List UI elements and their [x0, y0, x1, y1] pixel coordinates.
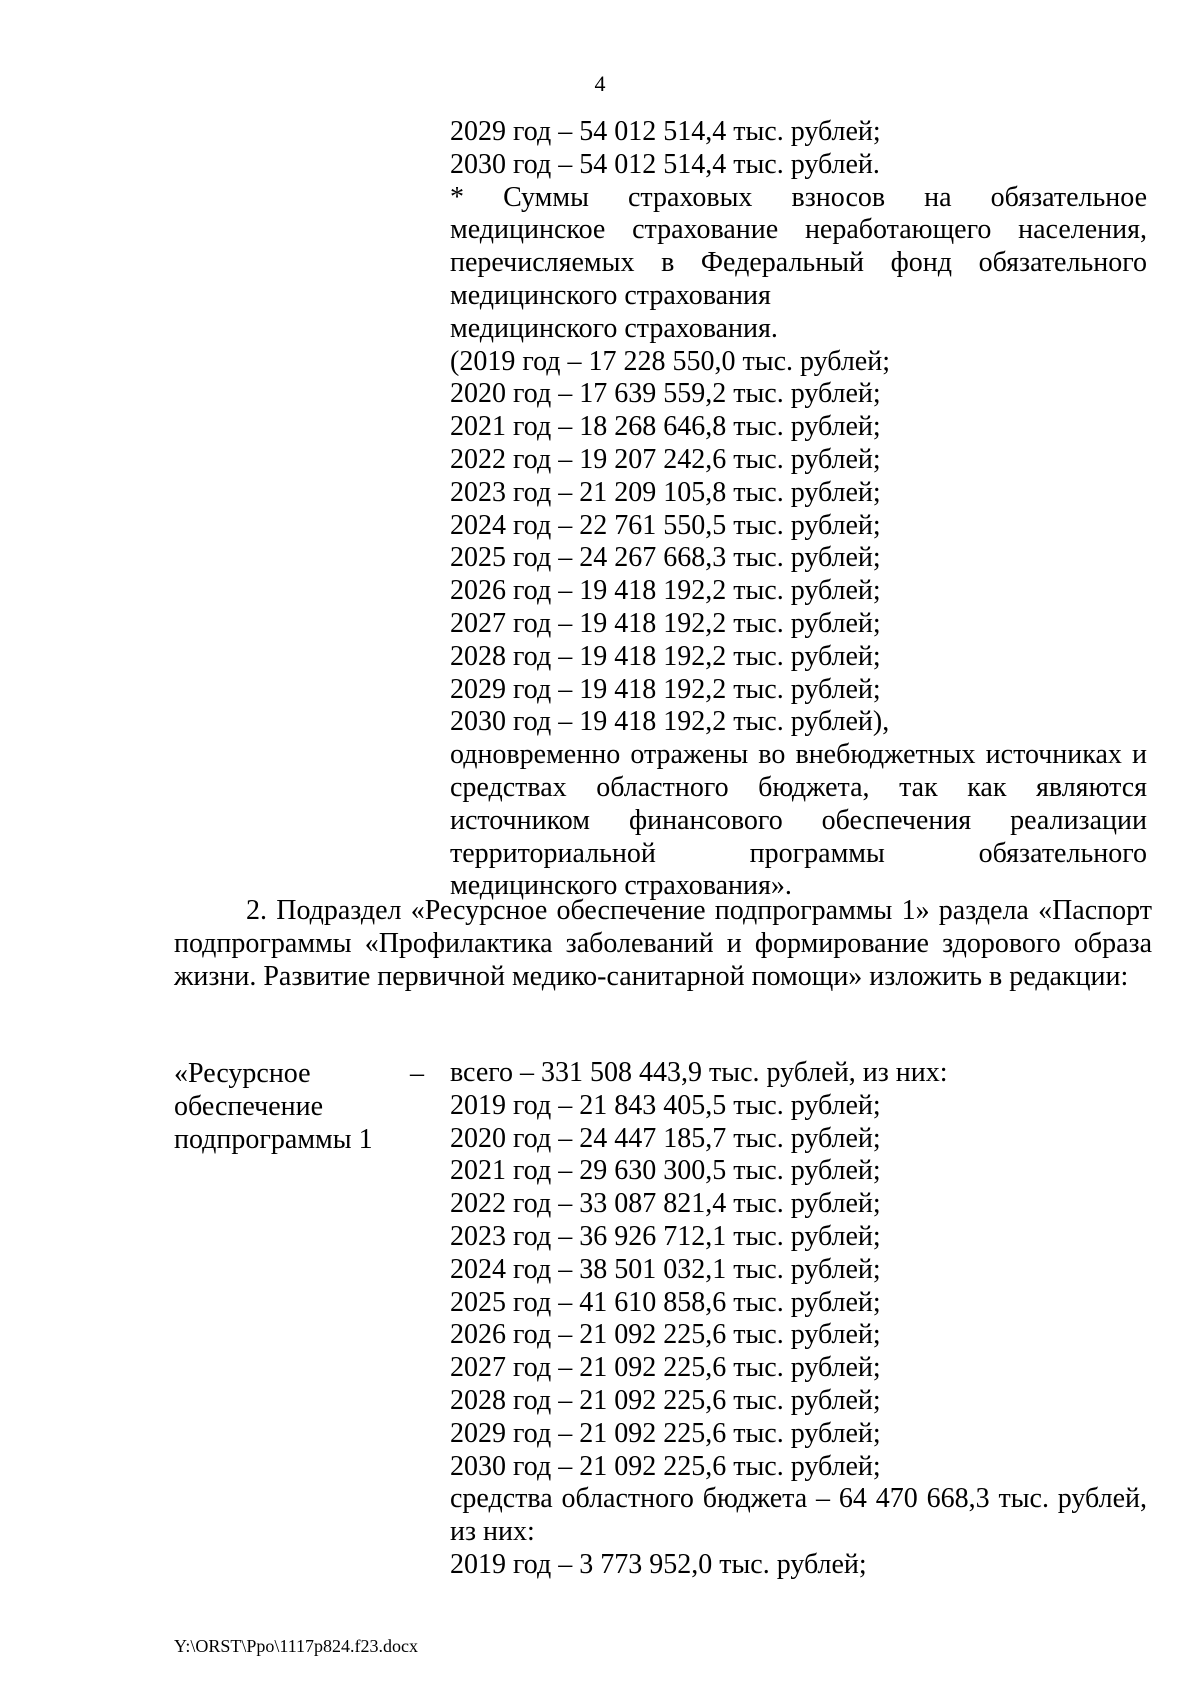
resource-year-line: 2022 год – 33 087 821,4 тыс. рублей; [450, 1188, 881, 1220]
insurance-line: 2026 год – 19 418 192,2 тыс. рублей; [450, 575, 881, 607]
insurance-line: 2023 год – 21 209 105,8 тыс. рублей; [450, 476, 881, 508]
footer-file-path: Y:\ORST\Рро\1117р824.f23.docx [174, 1636, 419, 1656]
footnote-last-line: медицинского страхования. [450, 312, 778, 344]
insurance-line: 2021 год – 18 268 646,8 тыс. рублей; [450, 411, 881, 443]
resource-year-line: 2030 год – 21 092 225,6 тыс. рублей; [450, 1450, 881, 1482]
insurance-line: 2024 год – 22 761 550,5 тыс. рублей; [450, 509, 881, 541]
year-line: 2030 год – 54 012 514,4 тыс. рублей. [450, 148, 880, 180]
regional-year-line: 2019 год – 3 773 952,0 тыс. рублей; [450, 1548, 867, 1580]
insurance-line: 2022 год – 19 207 242,6 тыс. рублей; [450, 443, 881, 475]
resource-label-line: «Ресурсное [174, 1058, 311, 1089]
resource-year-line: 2029 год – 21 092 225,6 тыс. рублей; [450, 1417, 881, 1449]
resource-label [174, 1057, 404, 1156]
page-number: 4 [594, 71, 606, 96]
insurance-line: 2030 год – 19 418 192,2 тыс. рублей), [450, 706, 890, 738]
resource-year-line: 2027 год – 21 092 225,6 тыс. рублей; [450, 1352, 881, 1384]
year-line: 2029 год – 54 012 514,4 тыс. рублей; [450, 116, 881, 147]
insurance-line: 2029 год – 19 418 192,2 тыс. рублей; [450, 673, 881, 705]
resource-year-line: 2026 год – 21 092 225,6 тыс. рублей; [450, 1319, 881, 1351]
resource-year-line: 2021 год – 29 630 300,5 тыс. рублей; [450, 1155, 881, 1187]
section-two-paragraph: 2. Подраздел «Ресурсное обеспечение подпрограммы 1» раздела «Паспорт подпрограммы «Профилактика заболеваний и формирование здорового образа жизни. Развитие первичной медико-санитарной помощи» изложить в редакции: [174, 895, 1152, 992]
resource-year-line: 2028 год – 21 092 225,6 тыс. рублей; [450, 1384, 881, 1416]
resource-values [450, 1057, 1147, 1582]
regional-budget-paragraph: средства областного бюджета – 64 470 668,3 тыс. рублей, из них: [450, 1483, 1147, 1548]
resource-dash: – [410, 1058, 424, 1089]
footnote-paragraph: * Суммы страховых взносов на обязательное медицинское страхование неработающего населения, перечисляемых в Федеральный фонд обязательного медицинского страхования [450, 181, 1147, 311]
resource-year-line: 2019 год – 21 843 405,5 тыс. рублей; [450, 1089, 881, 1121]
insurance-line: 2028 год – 19 418 192,2 тыс. рублей; [450, 640, 881, 672]
insurance-line: 2020 год – 17 639 559,2 тыс. рублей; [450, 378, 881, 410]
resource-year-line: 2024 год – 38 501 032,1 тыс. рублей; [450, 1253, 881, 1285]
resource-year-line: 2020 год – 24 447 185,7 тыс. рублей; [450, 1122, 881, 1154]
resource-label-line: обеспечение [174, 1091, 324, 1122]
resource-label-line: подпрограммы 1 [174, 1124, 373, 1155]
continuation-block [450, 116, 1147, 903]
insurance-line: (2019 год – 17 228 550,0 тыс. рублей; [450, 345, 891, 377]
resource-year-line: 2025 год – 41 610 858,6 тыс. рублей; [450, 1286, 881, 1318]
insurance-line: 2025 год – 24 267 668,3 тыс. рублей; [450, 542, 881, 574]
resource-total-line: всего – 331 508 443,9 тыс. рублей, из них: [450, 1057, 948, 1088]
resource-year-line: 2023 год – 36 926 712,1 тыс. рублей; [450, 1220, 881, 1252]
closing-paragraph: одновременно отражены во внебюджетных источниках и средствах областного бюджета, так как являются источником финансового обеспечения реализации территориальной программы обязательного медицинского страхования». [450, 739, 1147, 902]
insurance-line: 2027 год – 19 418 192,2 тыс. рублей; [450, 607, 881, 639]
